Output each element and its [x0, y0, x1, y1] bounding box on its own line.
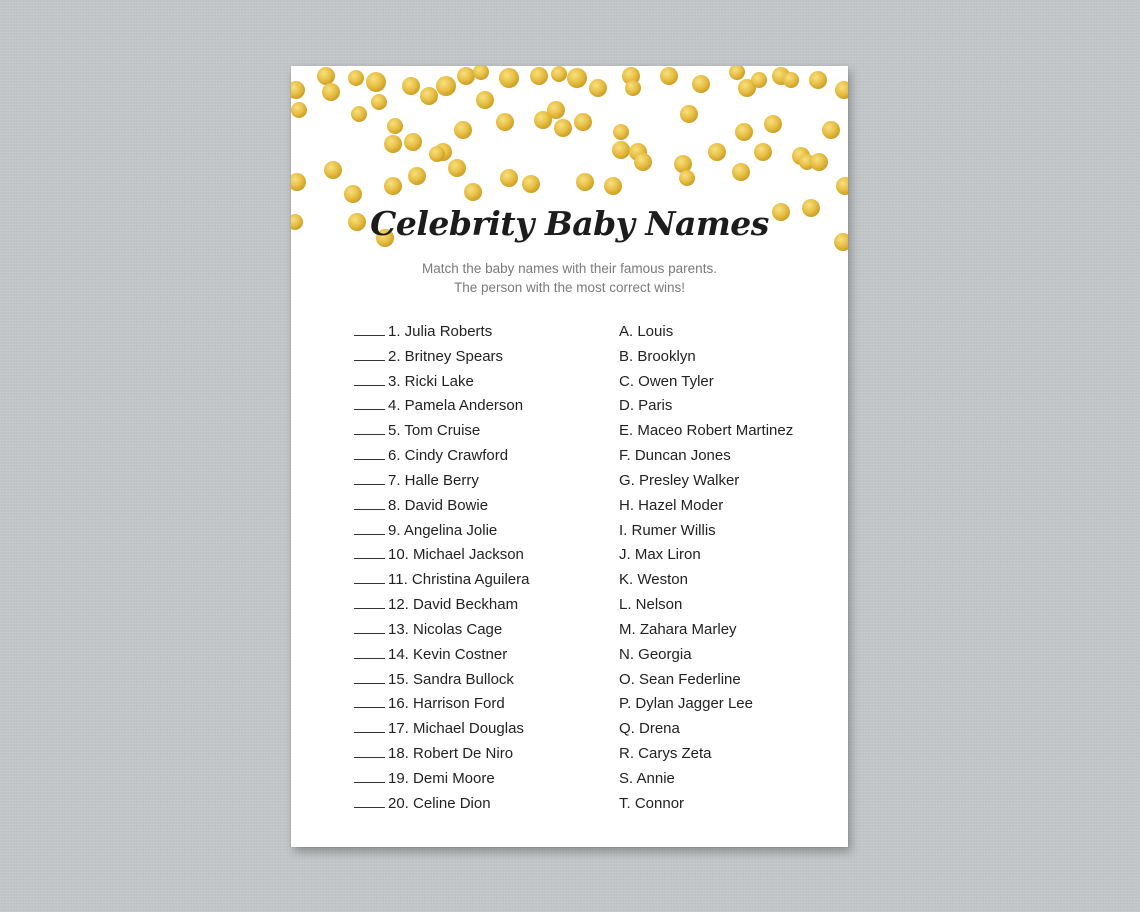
parent-name: 18. Robert De Niro: [388, 745, 514, 763]
confetti-dot: [429, 146, 445, 162]
confetti-dot: [810, 153, 828, 171]
parent-item: [354, 519, 529, 544]
confetti-dot: [500, 169, 518, 187]
baby-name-item: M. Zahara Marley: [619, 620, 737, 638]
confetti-dot: [680, 105, 698, 123]
parent-item: [354, 568, 529, 593]
baby-name-item: G. Presley Walker: [619, 471, 740, 489]
parent-name: 9. Angelina Jolie: [388, 521, 498, 539]
parent-name: 19. Demi Moore: [388, 769, 495, 787]
parent-name: 3. Ricki Lake: [388, 372, 474, 390]
confetti-dot: [420, 87, 438, 105]
parent-name: 4. Pamela Anderson: [388, 397, 524, 415]
answer-blank: [354, 495, 385, 510]
confetti-dot: [317, 67, 335, 85]
answer-blank: [354, 619, 385, 634]
parent-item: [354, 394, 529, 419]
answer-blank: [354, 569, 385, 584]
confetti-dot: [522, 175, 540, 193]
parent-item: [354, 444, 529, 469]
celebrity-parents-list: [354, 320, 529, 817]
confetti-dot: [589, 79, 607, 97]
confetti-dot: [291, 102, 307, 118]
parent-name: 1. Julia Roberts: [388, 323, 493, 340]
parent-name: 12. David Beckham: [388, 596, 519, 614]
parent-item: [354, 494, 529, 519]
confetti-dot: [732, 163, 750, 181]
baby-name-item: F. Duncan Jones: [619, 447, 731, 465]
confetti-dot: [625, 80, 641, 96]
confetti-dot: [567, 68, 587, 88]
confetti-dot: [384, 177, 402, 195]
confetti-dot: [835, 81, 848, 99]
parent-name: 10. Michael Jackson: [388, 546, 524, 564]
parent-item: [354, 419, 529, 444]
answer-blank: [354, 594, 385, 609]
confetti-dot: [679, 170, 695, 186]
confetti-dot: [634, 153, 652, 171]
confetti-dot: [436, 76, 456, 96]
baby-name-item: S. Annie: [619, 769, 675, 787]
confetti-dot: [404, 133, 422, 151]
instructions-line-2: The person with the most correct wins!: [453, 280, 686, 295]
confetti-dot: [735, 123, 753, 141]
answer-blank: [354, 718, 385, 733]
confetti-dot: [708, 143, 726, 161]
confetti-dot: [574, 113, 592, 131]
answer-blank: [354, 768, 385, 783]
answer-blank: [354, 346, 385, 361]
baby-name-item: O. Sean Federline: [619, 670, 741, 688]
answer-blank: [354, 371, 385, 386]
confetti-dot: [764, 115, 782, 133]
parent-item: [354, 767, 529, 792]
confetti-dot: [751, 72, 767, 88]
parent-item: [354, 345, 529, 370]
answer-blank: [354, 669, 385, 684]
answer-blank: [354, 793, 385, 808]
parent-name: 16. Harrison Ford: [388, 695, 505, 713]
answer-blank: [354, 544, 385, 559]
instructions: [291, 259, 848, 297]
baby-names-list: [619, 320, 793, 817]
confetti-dot: [448, 159, 466, 177]
baby-name-item: D. Paris: [619, 397, 673, 415]
parent-item: [354, 692, 529, 717]
baby-name-item: L. Nelson: [619, 596, 683, 614]
confetti-dot: [496, 113, 514, 131]
parent-item: [354, 469, 529, 494]
confetti-dot: [291, 81, 305, 99]
parent-name: 7. Halle Berry: [388, 471, 479, 489]
parent-item: [354, 618, 529, 643]
confetti-dot: [348, 70, 364, 86]
instructions-line-1: Match the baby names with their famous parents.: [422, 261, 717, 276]
confetti-dot: [809, 71, 827, 89]
confetti-dot: [576, 173, 594, 191]
confetti-dot: [783, 72, 799, 88]
answer-blank: [354, 520, 385, 535]
parent-name: 5. Tom Cruise: [388, 422, 481, 440]
confetti-dot: [366, 72, 386, 92]
baby-name-item: Q. Drena: [619, 720, 680, 738]
confetti-dot: [351, 106, 367, 122]
confetti-dot: [457, 67, 475, 85]
baby-name-item: I. Rumer Willis: [619, 521, 716, 539]
confetti-dot: [604, 177, 622, 195]
parent-name: 15. Sandra Bullock: [388, 670, 514, 688]
confetti-dot: [384, 135, 402, 153]
parent-item: [354, 643, 529, 668]
confetti-dot: [530, 67, 548, 85]
confetti-dot: [674, 155, 692, 173]
answer-blank: [354, 743, 385, 758]
baby-name-item: A. Louis: [619, 323, 674, 340]
parent-item: [354, 742, 529, 767]
confetti-dot: [408, 167, 426, 185]
parent-item: [354, 370, 529, 395]
parent-name: 8. David Bowie: [388, 496, 489, 514]
answer-blank: [354, 470, 385, 485]
confetti-dot: [660, 67, 678, 85]
parent-item: [354, 543, 529, 568]
confetti-dot: [476, 91, 494, 109]
confetti-dot: [324, 161, 342, 179]
baby-name-item: P. Dylan Jagger Lee: [619, 695, 753, 713]
confetti-dot: [822, 121, 840, 139]
parent-name: 6. Cindy Crawford: [388, 447, 509, 465]
game-title: Celebrity Baby Names: [370, 204, 769, 243]
answer-blank: [354, 395, 385, 410]
confetti-dot: [454, 121, 472, 139]
confetti-dot: [754, 143, 772, 161]
confetti-dot: [554, 119, 572, 137]
confetti-dot: [551, 66, 567, 82]
parent-name: 14. Kevin Costner: [388, 645, 508, 663]
parent-item: [354, 593, 529, 618]
baby-name-item: J. Max Liron: [619, 546, 701, 564]
confetti-dot: [499, 68, 519, 88]
confetti-dot: [371, 94, 387, 110]
parent-item: [354, 320, 529, 345]
confetti-dot: [547, 101, 565, 119]
parent-item: [354, 717, 529, 742]
baby-name-item: C. Owen Tyler: [619, 372, 714, 390]
baby-name-item: E. Maceo Robert Martinez: [619, 422, 794, 440]
confetti-dot: [387, 118, 403, 134]
parent-item: [354, 792, 529, 817]
answer-blank: [354, 420, 385, 435]
parent-item: [354, 668, 529, 693]
answer-blank: [354, 644, 385, 659]
confetti-dot: [473, 66, 489, 80]
game-card: [291, 66, 848, 847]
answer-blank: [354, 321, 385, 336]
baby-name-item: R. Carys Zeta: [619, 745, 712, 763]
confetti-dot: [692, 75, 710, 93]
parent-name: 11. Christina Aguilera: [388, 571, 530, 589]
baby-name-item: K. Weston: [619, 571, 688, 589]
answer-blank: [354, 445, 385, 460]
confetti-dot: [836, 177, 848, 195]
confetti-dot: [464, 183, 482, 201]
baby-name-item: T. Connor: [619, 794, 685, 812]
baby-name-item: B. Brooklyn: [619, 347, 696, 365]
answer-blank: [354, 693, 385, 708]
parent-name: 20. Celine Dion: [388, 794, 491, 812]
confetti-dot: [613, 124, 629, 140]
baby-name-item: N. Georgia: [619, 645, 692, 663]
baby-name-item: H. Hazel Moder: [619, 496, 724, 514]
parent-name: 17. Michael Douglas: [388, 720, 524, 738]
parent-name: 13. Nicolas Cage: [388, 620, 503, 638]
confetti-dot: [729, 66, 745, 80]
confetti-dot: [322, 83, 340, 101]
confetti-dot: [344, 185, 362, 203]
parent-name: 2. Britney Spears: [388, 347, 504, 365]
confetti-dot: [612, 141, 630, 159]
confetti-dot: [402, 77, 420, 95]
confetti-dot: [291, 173, 306, 191]
